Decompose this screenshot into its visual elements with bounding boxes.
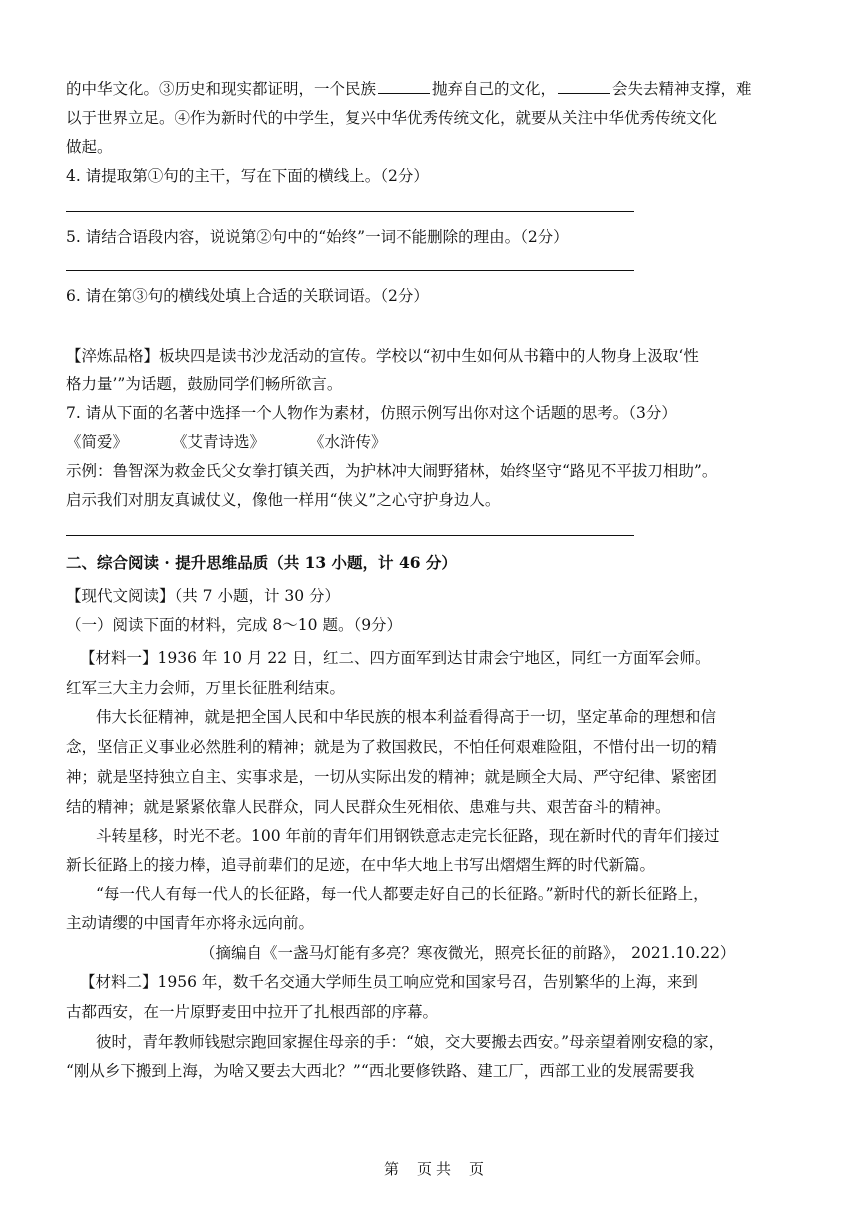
material-1-line: 斗转星移，时光不老。100 年前的青年们用钢铁意志走完长征路，现在新时代的青年们接过 xyxy=(96,827,720,845)
material-2-line: “刚从乡下搬到上海，为啥又要去大西北？”“西北要修铁路、建工厂，西部工业的发展需要我 xyxy=(66,1062,695,1080)
material-2-line: 彼时，青年教师钱慰宗跑回家握住母亲的手：“娘，交大要搬去西安。”母亲望着刚安稳的家， xyxy=(96,1033,725,1051)
material-1-source: （摘编自《一盏马灯能有多亮？寒夜微光，照亮长征的前路》， 2021.10.22） xyxy=(200,944,736,962)
book-option-jane-eyre: 《简爱》 xyxy=(66,433,129,451)
modern-reading-heading: 【现代文阅读】（共 7 小题，计 30 分） xyxy=(66,587,341,605)
fill-blank-2[interactable] xyxy=(558,79,610,94)
material-1-line: 主动请缨的中国青年亦将永远向前。 xyxy=(66,914,315,932)
continuation-line-2: 以于世界立足。④作为新时代的中学生，复兴中华优秀传统文化，就要从关注中华优秀传统文化 xyxy=(66,109,718,127)
material-1-line: “每一代人有每一代人的长征路，每一代人都要走好自己的长征路。”新时代的新长征路上， xyxy=(96,885,709,903)
material-1-line: 新长征路上的接力棒，追寻前辈们的足迹，在中华大地上书写出熠熠生辉的时代新篇。 xyxy=(66,856,656,874)
section-2-heading: 二、综合阅读 · 提升思维品质（共 13 小题，计 46 分） xyxy=(66,553,457,572)
material-2-line: 古都西安，在一片原野麦田中拉开了扎根西部的序幕。 xyxy=(66,1003,439,1021)
material-1-line: 结的精神；就是紧紧依靠人民群众，同人民群众生死相依、患难与共、艰苦奋斗的精神。 xyxy=(66,798,671,816)
question-7: 7. 请从下面的名著中选择一个人物作为素材，仿照示例写出你对这个话题的思考。（3分） xyxy=(66,404,677,422)
text-segment: 会失去精神支撑，难 xyxy=(612,80,752,98)
book-option-water-margin: 《水浒传》 xyxy=(309,433,387,451)
material-1-line: 伟大长征精神，就是把全国人民和中华民族的根本利益看得高于一切，坚定革命的理想和信 xyxy=(96,708,717,726)
question-5: 5. 请结合语段内容，说说第②句中的“始终”一词不能删除的理由。（2分） xyxy=(66,228,569,246)
answer-line-q4[interactable] xyxy=(66,211,634,212)
material-1-line: 红军三大主力会师，万里长征胜利结束。 xyxy=(66,679,346,697)
example-line-2: 启示我们对朋友真诚仗义，像他一样用“侠义”之心守护身边人。 xyxy=(66,491,501,509)
question-6: 6. 请在第③句的横线处填上合适的关联词语。（2分） xyxy=(66,287,429,305)
answer-line-q7[interactable] xyxy=(66,535,634,536)
book-options xyxy=(66,432,431,452)
answer-line-q5[interactable] xyxy=(66,270,634,271)
block4-intro-line-2: 格力量’”为话题，鼓励同学们畅所欲言。 xyxy=(66,375,343,393)
material-2-line: 【材料二】1956 年，数千名交通大学师生员工响应党和国家号召，告别繁华的上海，来到 xyxy=(80,973,698,991)
fill-blank-1[interactable] xyxy=(378,79,430,94)
book-option-aiqing-poems: 《艾青诗选》 xyxy=(172,433,266,451)
material-1-line: 神；就是坚持独立自主、实事求是，一切从实际出发的精神；就是顾全大局、严守纪律、紧密团 xyxy=(66,768,718,786)
text-segment: 抛弃自己的文化， xyxy=(432,80,557,98)
question-4: 4. 请提取第①句的主干，写在下面的横线上。（2分） xyxy=(66,167,429,185)
footer-text: 页 xyxy=(416,1160,432,1178)
part-1-instruction: （一）阅读下面的材料，完成 8～10 题。（9分） xyxy=(66,616,403,634)
page-footer xyxy=(0,1158,868,1179)
footer-text: 页 xyxy=(469,1160,485,1178)
text-segment: 的中华文化。③历史和现实都证明，一个民族 xyxy=(66,80,377,98)
material-1-line: 【材料一】1936 年 10 月 22 日，红二、四方面军到达甘肃会宁地区，同红一方面军会师。 xyxy=(80,649,711,667)
footer-text: 共 xyxy=(436,1160,452,1178)
footer-text: 第 xyxy=(383,1160,399,1178)
material-1-line: 念，坚信正义事业必然胜利的精神；就是为了救国救民，不怕任何艰难险阻，不惜付出一切的精 xyxy=(66,738,718,756)
block4-intro-line-1: 【淬炼品格】板块四是读书沙龙活动的宣传。学校以“初中生如何从书籍中的人物身上汲取‘性 xyxy=(66,347,699,365)
continuation-line-1 xyxy=(66,79,752,99)
continuation-line-3: 做起。 xyxy=(66,138,113,156)
example-line-1: 示例：鲁智深为救金氏父女拳打镇关西，为护林冲大闹野猪林，始终坚守“路见不平拔刀相助”。 xyxy=(66,462,718,480)
